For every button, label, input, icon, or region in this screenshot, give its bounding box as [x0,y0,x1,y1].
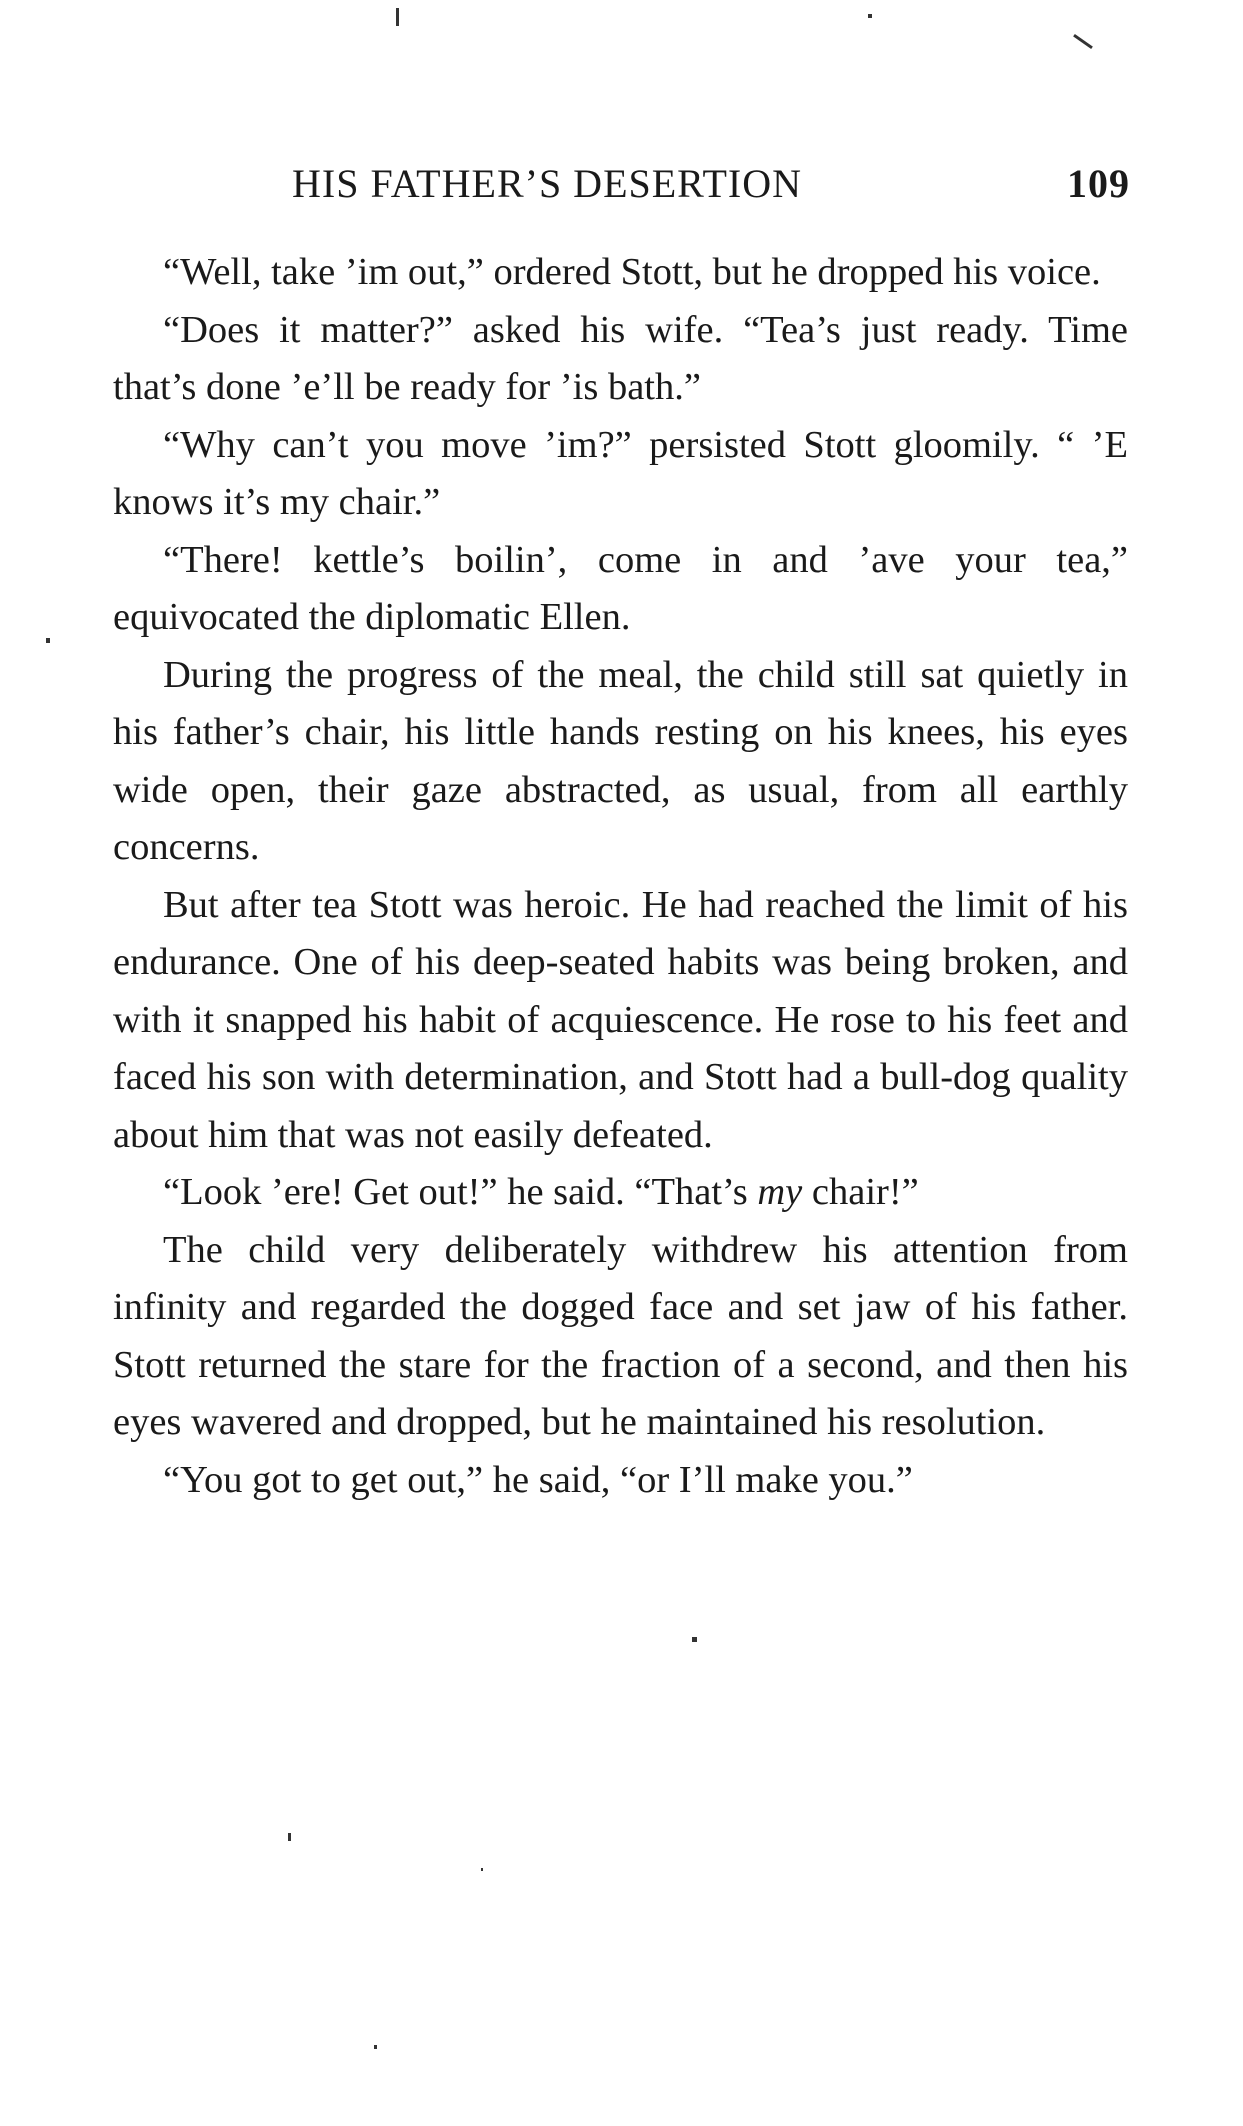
page-header [292,160,1130,220]
paragraph: “You got to get out,” he said, “or I’ll make you.” [163,1458,913,1501]
body-text [113,244,1128,1509]
scan-speck [374,2045,377,2049]
paragraph: During the progress of the meal, the child still sat quietly in his father’s chair, his little hands resting on his knees, his eyes wide open, their gaze abstracted, as usual, from all earthly concerns. [113,653,1128,868]
scan-speck [692,1637,697,1642]
scan-speck [481,1868,483,1871]
scan-speck [46,638,50,643]
paragraph: The child very deliberately withdrew his attention from infinity and regarded the dogged face and set jaw of his father. Stott returned the stare for the fraction of a second, and then his eyes wavered and dropped, but he maintained his resolution. [113,1228,1128,1443]
paragraph: “Well, take ’im out,” ordered Stott, but he dropped his voice. [163,251,1101,293]
scan-speck [1073,34,1093,49]
paragraph [113,1164,1128,1222]
paragraph-text: chair!” [802,1171,919,1213]
scan-speck [288,1833,291,1841]
paragraph: “There! kettle’s boilin’, come in and ’ave your tea,” equivocated the diplomatic Ellen. [113,538,1128,638]
page-number: 109 [1067,161,1130,206]
paragraph: But after tea Stott was heroic. He had reached the limit of his endurance. One of his deep-seated habits was being broken, and with it snapped his habit of acquiescence. He rose to his feet and faced his son with determination, and Stott had a bull-dog quality about him that was not easily defeated. [113,883,1128,1156]
paragraph-text: “Look ’ere! Get out!” he said. “That’s [163,1171,758,1213]
scan-speck [868,14,872,18]
scan-speck [396,8,399,26]
paragraph: “Does it matter?” asked his wife. “Tea’s just ready. Time that’s done ’e’ll be ready for ’is bath.” [113,308,1128,408]
emphasis-text: my [757,1171,803,1213]
paragraph: “Why can’t you move ’im?” persisted Stott gloomily. “ ’E knows it’s my chair.” [113,423,1128,523]
running-title: HIS FATHER’S DESERTION [292,161,802,206]
